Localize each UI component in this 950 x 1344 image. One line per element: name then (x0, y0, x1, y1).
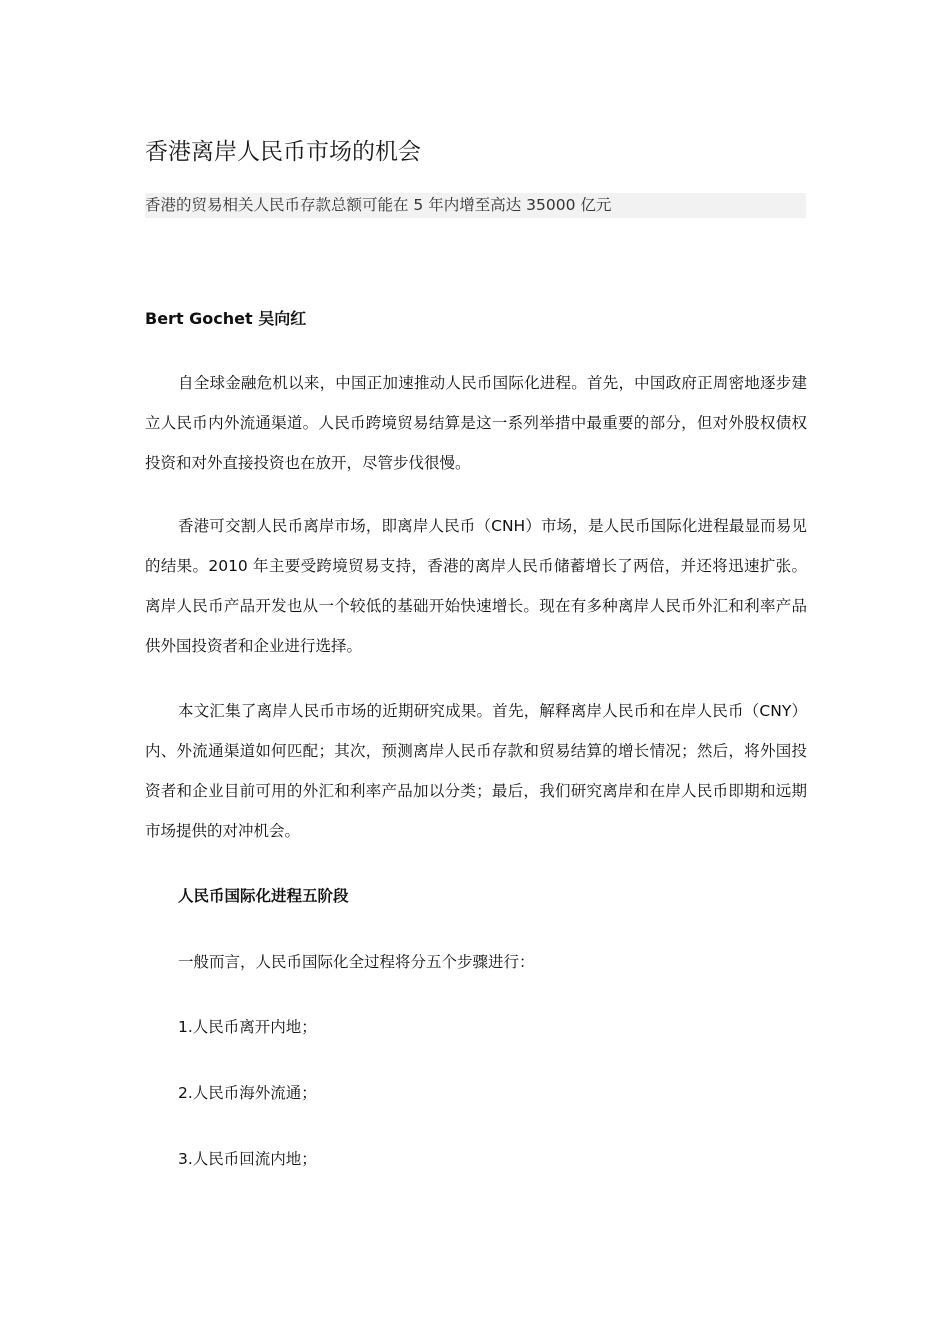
section-heading: 人民币国际化进程五阶段 (178, 887, 349, 905)
body-paragraph: 香港可交割人民币离岸市场，即离岸人民币（CNH）市场，是人民币国际化进程最显而易见的结果。2010 年主要受跨境贸易支持，香港的离岸人民币储蓄增长了两倍，并还将迅速扩张。离岸人民币产品开发也从一个较低的基础开始快速增长。现在有多种离岸人民币外汇和利率产品供外国投资者和企业进行选择。 (145, 517, 807, 655)
document-subtitle: 香港的贸易相关人民币存款总额可能在 5 年内增至高达 35000 亿元 (145, 193, 806, 218)
section-intro: 一般而言，人民币国际化全过程将分五个步骤进行： (178, 953, 535, 971)
author-byline: Bert Gochet 吴向红 (145, 309, 307, 328)
step-item: 1.人民币离开内地； (178, 1018, 317, 1036)
step-item: 2.人民币海外流通； (178, 1084, 317, 1102)
document-title: 香港离岸人民币市场的机会 (145, 139, 421, 165)
body-paragraph: 自全球金融危机以来，中国正加速推动人民币国际化进程。首先，中国政府正周密地逐步建立人民币内外流通渠道。人民币跨境贸易结算是这一系列举措中最重要的部分，但对外股权债权投资和对外直接投资也在放开，尽管步伐很慢。 (145, 374, 807, 472)
body-paragraph: 本文汇集了离岸人民币市场的近期研究成果。首先，解释离岸人民币和在岸人民币（CNY）内、外流通渠道如何匹配；其次，预测离岸人民币存款和贸易结算的增长情况；然后，将外国投资者和企业目前可用的外汇和利率产品加以分类；最后，我们研究离岸和在岸人民币即期和远期市场提供的对冲机会。 (145, 702, 807, 840)
step-item: 3.人民币回流内地； (178, 1150, 317, 1168)
